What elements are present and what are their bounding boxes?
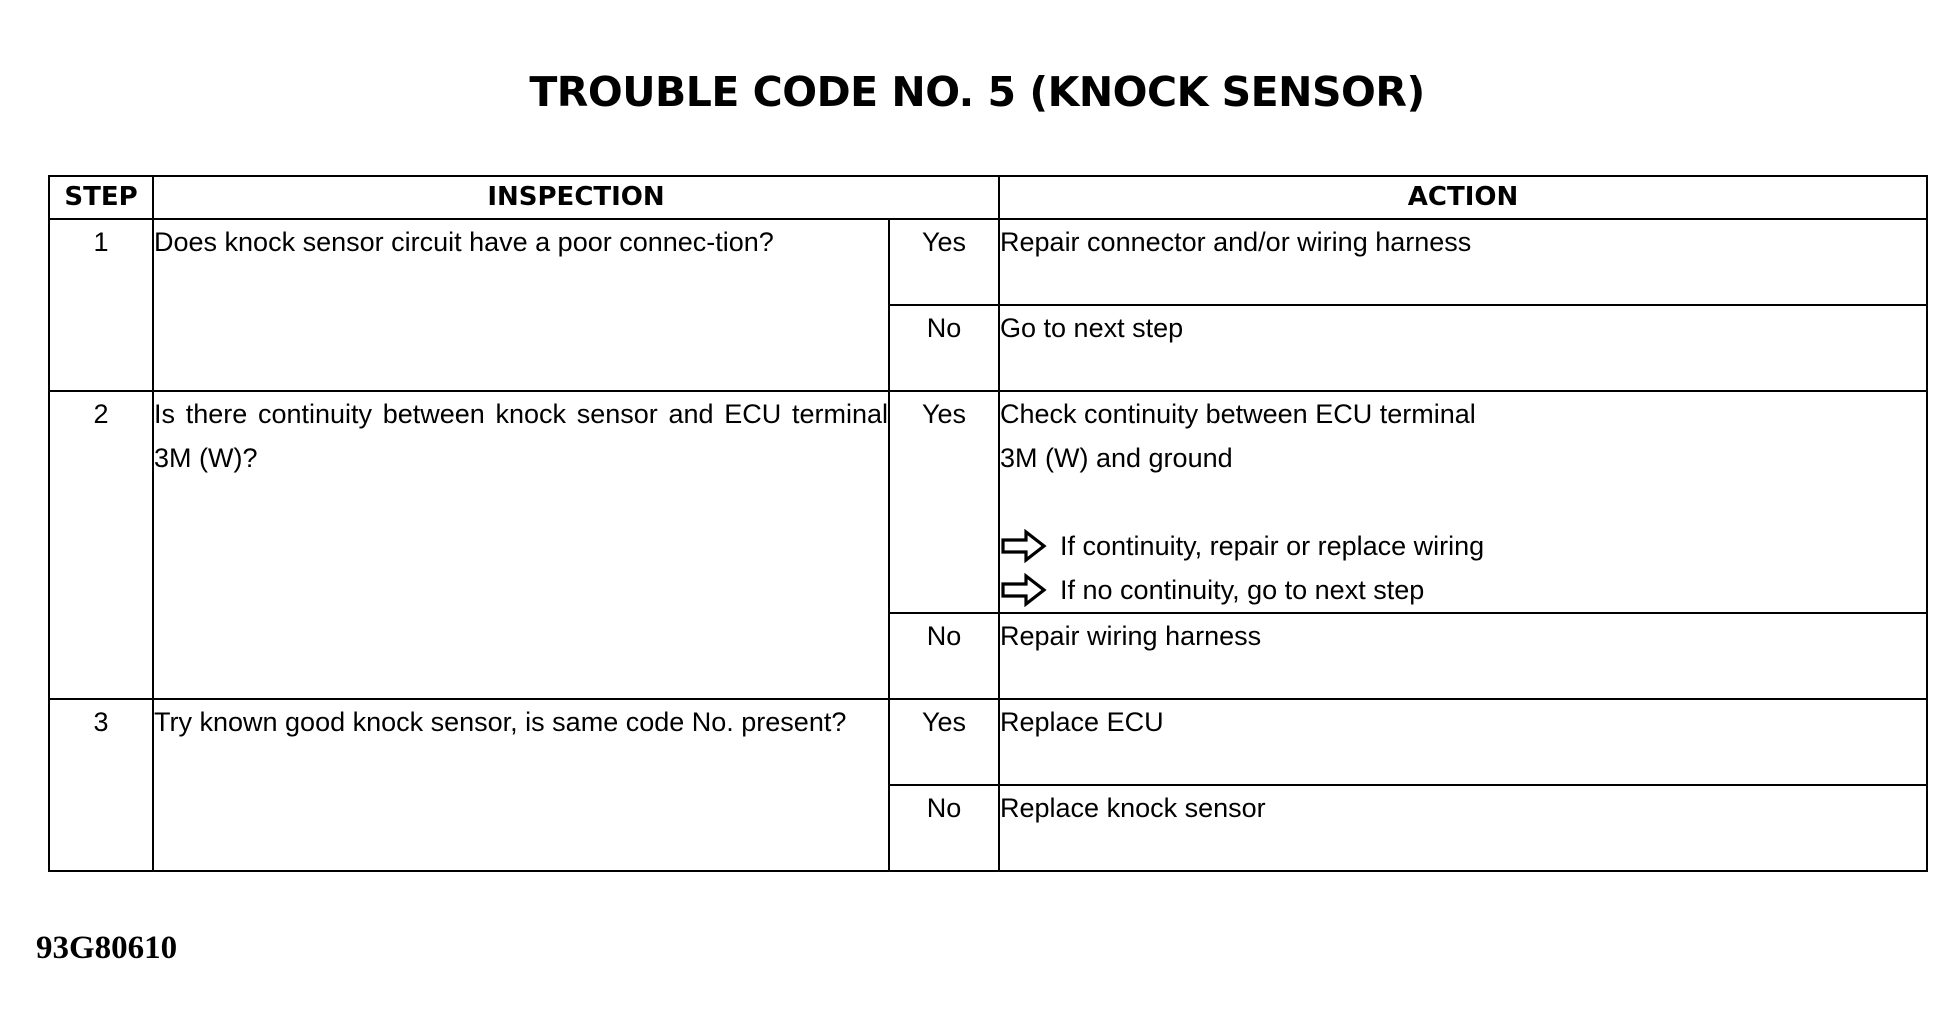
answer-no: No bbox=[889, 613, 999, 699]
header-row bbox=[49, 176, 1927, 219]
spacer bbox=[1000, 480, 1926, 524]
inspection-question: Try known good knock sensor, is same code No. present? bbox=[153, 699, 889, 871]
action-text: Repair wiring harness bbox=[999, 613, 1927, 699]
answer-yes: Yes bbox=[889, 219, 999, 305]
step-number: 2 bbox=[49, 391, 153, 699]
step-number: 1 bbox=[49, 219, 153, 391]
answer-yes: Yes bbox=[889, 391, 999, 613]
result-bullet bbox=[1000, 524, 1926, 568]
page-title: TROUBLE CODE NO. 5 (KNOCK SENSOR) bbox=[529, 68, 1425, 116]
outline-right-arrow-icon bbox=[1000, 573, 1048, 607]
header-inspection: INSPECTION bbox=[153, 176, 999, 219]
step-number: 3 bbox=[49, 699, 153, 871]
outline-right-arrow-icon bbox=[1000, 529, 1048, 563]
header-step: STEP bbox=[49, 176, 153, 219]
answer-no: No bbox=[889, 785, 999, 871]
troubleshooting-table bbox=[48, 175, 1928, 872]
table-row bbox=[49, 391, 1927, 613]
action-text: Replace ECU bbox=[999, 699, 1927, 785]
bullet-text: If continuity, repair or replace wiring bbox=[1060, 531, 1485, 561]
answer-no: No bbox=[889, 305, 999, 391]
inspection-question: Is there continuity between knock sensor and ECU terminal 3M (W)? bbox=[153, 391, 889, 699]
action-cell bbox=[999, 391, 1927, 613]
table-row bbox=[49, 219, 1927, 305]
header-action: ACTION bbox=[999, 176, 1927, 219]
action-text: Check continuity between ECU terminal bbox=[1000, 399, 1476, 429]
action-text: Repair connector and/or wiring harness bbox=[999, 219, 1927, 305]
result-bullet bbox=[1000, 568, 1926, 612]
bullet-text: If no continuity, go to next step bbox=[1060, 575, 1425, 605]
inspection-question: Does knock sensor circuit have a poor connec-tion? bbox=[153, 219, 889, 391]
figure-code: 93G80610 bbox=[36, 930, 178, 966]
action-text: Go to next step bbox=[999, 305, 1927, 391]
table-row bbox=[49, 699, 1927, 785]
action-text: Replace knock sensor bbox=[999, 785, 1927, 871]
action-text: 3M (W) and ground bbox=[1000, 443, 1233, 473]
answer-yes: Yes bbox=[889, 699, 999, 785]
